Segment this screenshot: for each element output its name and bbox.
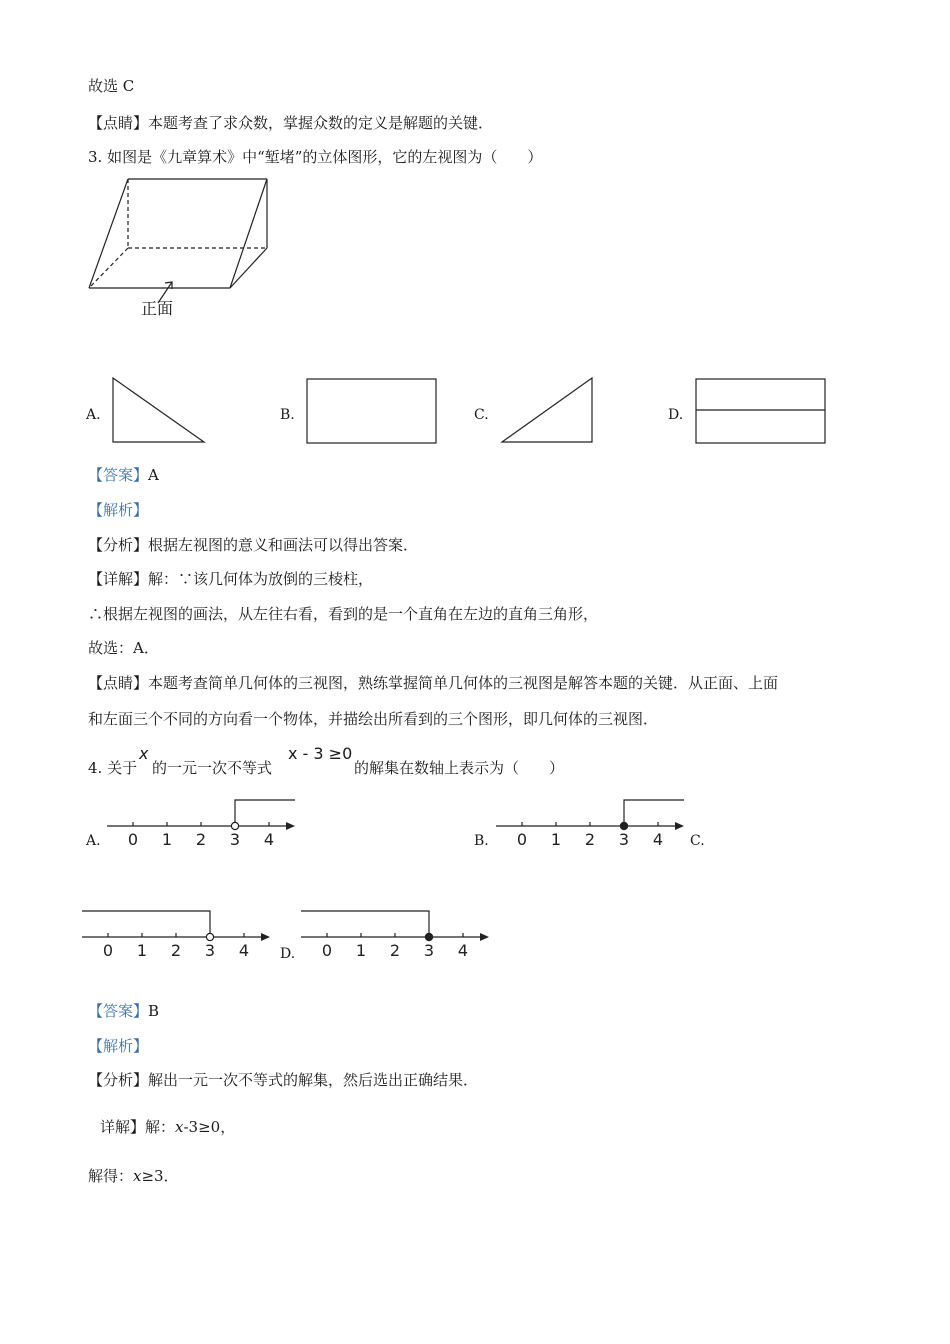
open-endpoint xyxy=(231,822,238,829)
option-a-label: A. xyxy=(86,407,101,423)
option-c-label: C. xyxy=(474,407,489,423)
tick-label: 1 xyxy=(136,941,148,960)
analysis-tag: 【解析】 xyxy=(88,1037,149,1055)
front-label: 正面 xyxy=(141,299,174,318)
number-line-a xyxy=(105,795,305,855)
tick-label: 2 xyxy=(195,830,207,849)
tick-label: 3 xyxy=(618,830,630,849)
jd-rest: ≥3． xyxy=(141,1167,179,1185)
q4-option-d-label: D. xyxy=(280,946,296,962)
option-b-rectangle xyxy=(305,377,440,447)
xj4-var: x xyxy=(175,1118,184,1136)
tick-label: 0 xyxy=(516,830,528,849)
axis-arrow xyxy=(480,933,489,941)
option-a-triangle xyxy=(110,376,210,446)
option-b-label: B. xyxy=(280,407,295,423)
answer-value: B xyxy=(148,1002,160,1020)
tick-label: 3 xyxy=(229,830,241,849)
prism-figure xyxy=(86,176,276,326)
text-line xyxy=(88,1166,179,1186)
number-line-c xyxy=(80,906,280,966)
open-endpoint xyxy=(206,933,213,940)
solution-bracket xyxy=(82,911,210,937)
tick-label: 1 xyxy=(161,830,173,849)
xj4-text: 详解】解： xyxy=(100,1118,176,1136)
text-line: 【分析】解出一元一次不等式的解集，然后选出正确结果． xyxy=(88,1071,479,1089)
tick-label: 0 xyxy=(127,830,139,849)
tick-label: 2 xyxy=(170,941,182,960)
tick-label: 4 xyxy=(263,830,275,849)
text-line: 【详解】解：∵该几何体为放倒的三棱柱， xyxy=(88,570,374,588)
q4-prefix: 4. 关于 xyxy=(88,759,138,777)
q4-option-b-label: B. xyxy=(474,833,489,849)
axis-arrow xyxy=(261,933,270,941)
text-line: ∴根据左视图的画法，从左往右看，看到的是一个直角在左边的直角三角形， xyxy=(88,605,599,623)
q4-inequality: x - 3 ≥0 xyxy=(288,744,353,763)
text-line xyxy=(100,1117,235,1137)
tick-label: 3 xyxy=(423,941,435,960)
text-line: 【点睛】本题考查了求众数，掌握众数的定义是解题的关键． xyxy=(88,114,494,132)
tick-label: 3 xyxy=(204,941,216,960)
q4-variable: x xyxy=(139,744,149,763)
text-line: 【分析】根据左视图的意义和画法可以得出答案． xyxy=(88,536,419,554)
axis-arrow xyxy=(675,822,684,830)
xj4-rest: -3≥0， xyxy=(183,1118,236,1136)
option-d-rectangle xyxy=(694,377,829,447)
option-c-triangle xyxy=(500,376,600,446)
q4-option-a-label: A. xyxy=(86,833,101,849)
tick-label: 1 xyxy=(550,830,562,849)
jd-text: 解得： xyxy=(88,1167,134,1185)
question-4 xyxy=(88,758,137,778)
number-line-b xyxy=(494,795,694,855)
closed-endpoint xyxy=(425,933,432,940)
jd-var: x xyxy=(133,1167,142,1185)
closed-endpoint xyxy=(620,822,627,829)
tick-label: 4 xyxy=(238,941,250,960)
q4-suffix: 的解集在数轴上表示为（ ） xyxy=(354,759,565,777)
answer-value: A xyxy=(148,466,159,484)
text-line: 和左面三个不同的方向看一个物体，并描绘出所看到的三个图形，即几何体的三视图． xyxy=(88,710,659,728)
text-line: 故选：A． xyxy=(88,639,159,657)
q4-option-c-label: C. xyxy=(690,833,705,849)
tick-label: 0 xyxy=(102,941,114,960)
question-3: 3. 如图是《九章算术》中“堑堵”的立体图形，它的左视图为（ ） xyxy=(88,148,543,166)
text-line: 【点睛】本题考查简单几何体的三视图，熟练掌握简单几何体的三视图是解答本题的关键．从正面、上面 xyxy=(88,674,779,692)
option-d-label: D. xyxy=(668,407,684,423)
number-line-d xyxy=(299,906,499,966)
text-line: 故选 C xyxy=(88,77,135,95)
answer-tag: 【答案】 xyxy=(88,1002,149,1020)
tick-label: 2 xyxy=(389,941,401,960)
tick-label: 4 xyxy=(457,941,469,960)
axis-arrow xyxy=(286,822,295,830)
answer-tag: 【答案】 xyxy=(88,466,149,484)
solution-bracket xyxy=(301,911,429,937)
tick-label: 4 xyxy=(652,830,664,849)
analysis-tag: 【解析】 xyxy=(88,501,149,519)
tick-label: 1 xyxy=(355,941,367,960)
tick-label: 2 xyxy=(584,830,596,849)
q4-mid: 的一元一次不等式 xyxy=(152,759,273,777)
tick-label: 0 xyxy=(321,941,333,960)
